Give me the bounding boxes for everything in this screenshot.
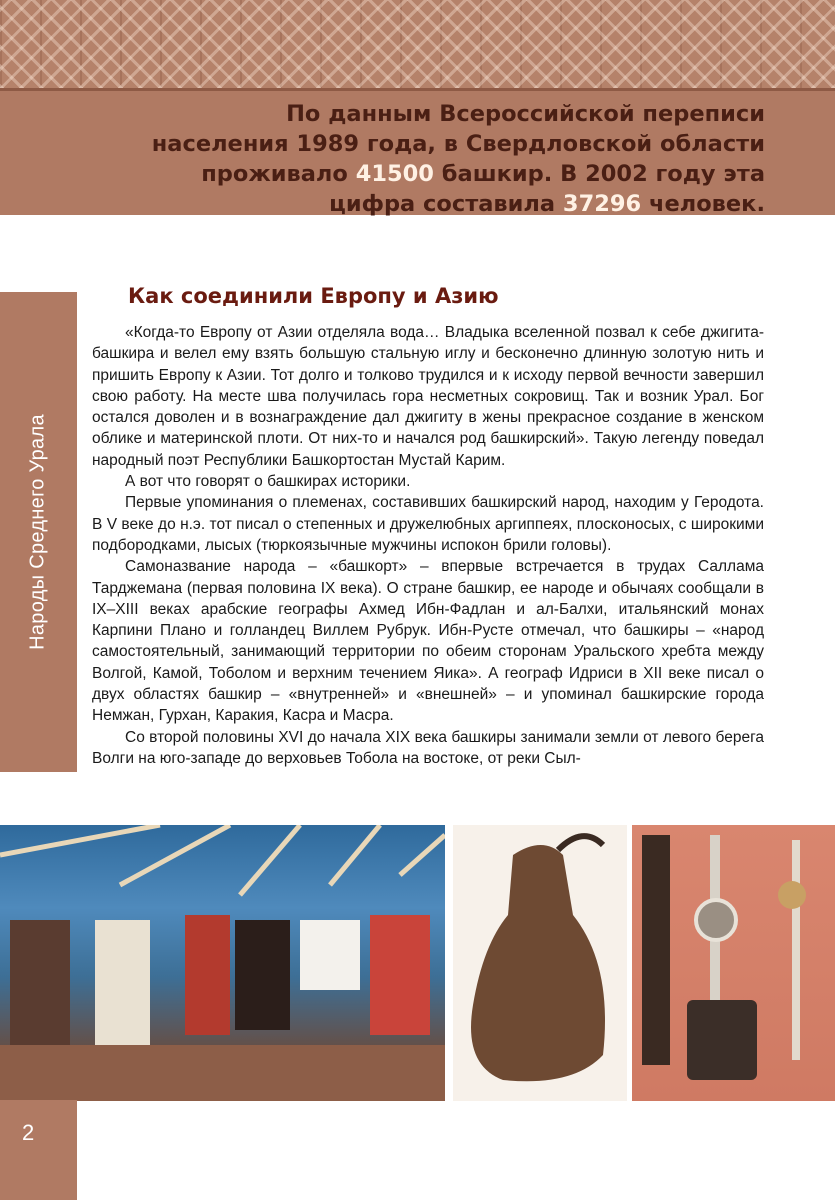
article-body (92, 322, 764, 769)
header-line-4-start: цифра составила (329, 191, 563, 217)
header-line-4 (125, 189, 765, 219)
page-number-tab (0, 1100, 77, 1200)
leather-vessel-graphic (453, 825, 627, 1101)
header-line-3-end: башкир. В 2002 году эта (433, 161, 765, 187)
header-line-3-start: проживало (201, 161, 356, 187)
silver-ornaments-graphic (632, 825, 835, 1101)
side-tab-label: Народы Среднего Урала (26, 414, 49, 650)
paragraph-territory: Со второй половины XVI до начала XIX века башкиры занимали земли от левого берега Волги на юго-западе до верховьев Тобола на востоке, от реки Сыл- (92, 728, 764, 767)
article-title: Как соединили Европу и Азию (128, 284, 499, 308)
section-side-tab (0, 292, 77, 772)
yurt-interior-photo (0, 825, 445, 1101)
silver-ornaments-photo (632, 825, 835, 1101)
count-1989: 41500 (355, 161, 434, 187)
leather-vessel-photo (453, 825, 627, 1101)
count-2002: 37296 (562, 191, 642, 217)
header-line-1: По данным Всероссийской переписи (286, 101, 765, 127)
ornament-band (0, 0, 835, 88)
paragraph-historians: А вот что говорят о башкирах историки. (125, 473, 411, 491)
header-line-4-end: человек. (641, 191, 765, 217)
census-header-panel (0, 91, 835, 215)
header-line-2: населения 1989 года, в Свердловской области (151, 131, 765, 157)
census-header-text (125, 99, 765, 219)
page-number: 2 (22, 1120, 35, 1145)
yurt-poles-graphic (0, 825, 445, 1101)
paragraph-legend: «Когда-то Европу от Азии отделяла вода… Владыка вселенной позвал к себе джигита-башкира и велел ему взять большую стальную иглу и бесконечно длинную золотую нить и пришить Европу к Азии. Тот долго и толково трудился и к исходу первой вечности завершил свою работу. На месте шва получилась гора несметных сокровищ. Так и возник Урал. Бог остался доволен и в вознаграждение дал джигиту в жены прекрасное создание в женском облике и материнской плоти. От них-то и начался род башкирский». Такую легенду поведал народный поэт Республики Башкортостан Мустай Карим. (92, 324, 764, 469)
paragraph-herodotus: Первые упоминания о племенах, составивших башкирский народ, находим у Геродота. В V веке до н.э. тот писал о степенных и дружелюбных аргиппеях, плосконосых, с широкими подбородками, лысых (тюркоязычные мужчины испокон брили головы). (92, 494, 764, 554)
paragraph-selfname: Самоназвание народа – «башкорт» – впервые встречается в трудах Саллама Тарджемана (первая половина IX века). О стране башкир, ее народе и обычаях сообщали в IX–XIII веках арабские географы Ахмед Ибн-Фадлан и ал-Балхи, итальянский монах Карпини Плано и голландец Виллем Рубрук. Ибн-Русте отмечал, что башкиры – «народ самостоятельный, занимающий территории по обеим сторонам Уральского хребта между Волгой, Камой, Тоболом и верхним течением Яика». А географ Идриси в XII веке писал о двух областях башкир – «внутренней» и «внешней» – и упоминал башкирские города Немжан, Гурхан, Каракия, Касра и Масра. (92, 558, 764, 725)
header-line-3 (125, 159, 765, 189)
